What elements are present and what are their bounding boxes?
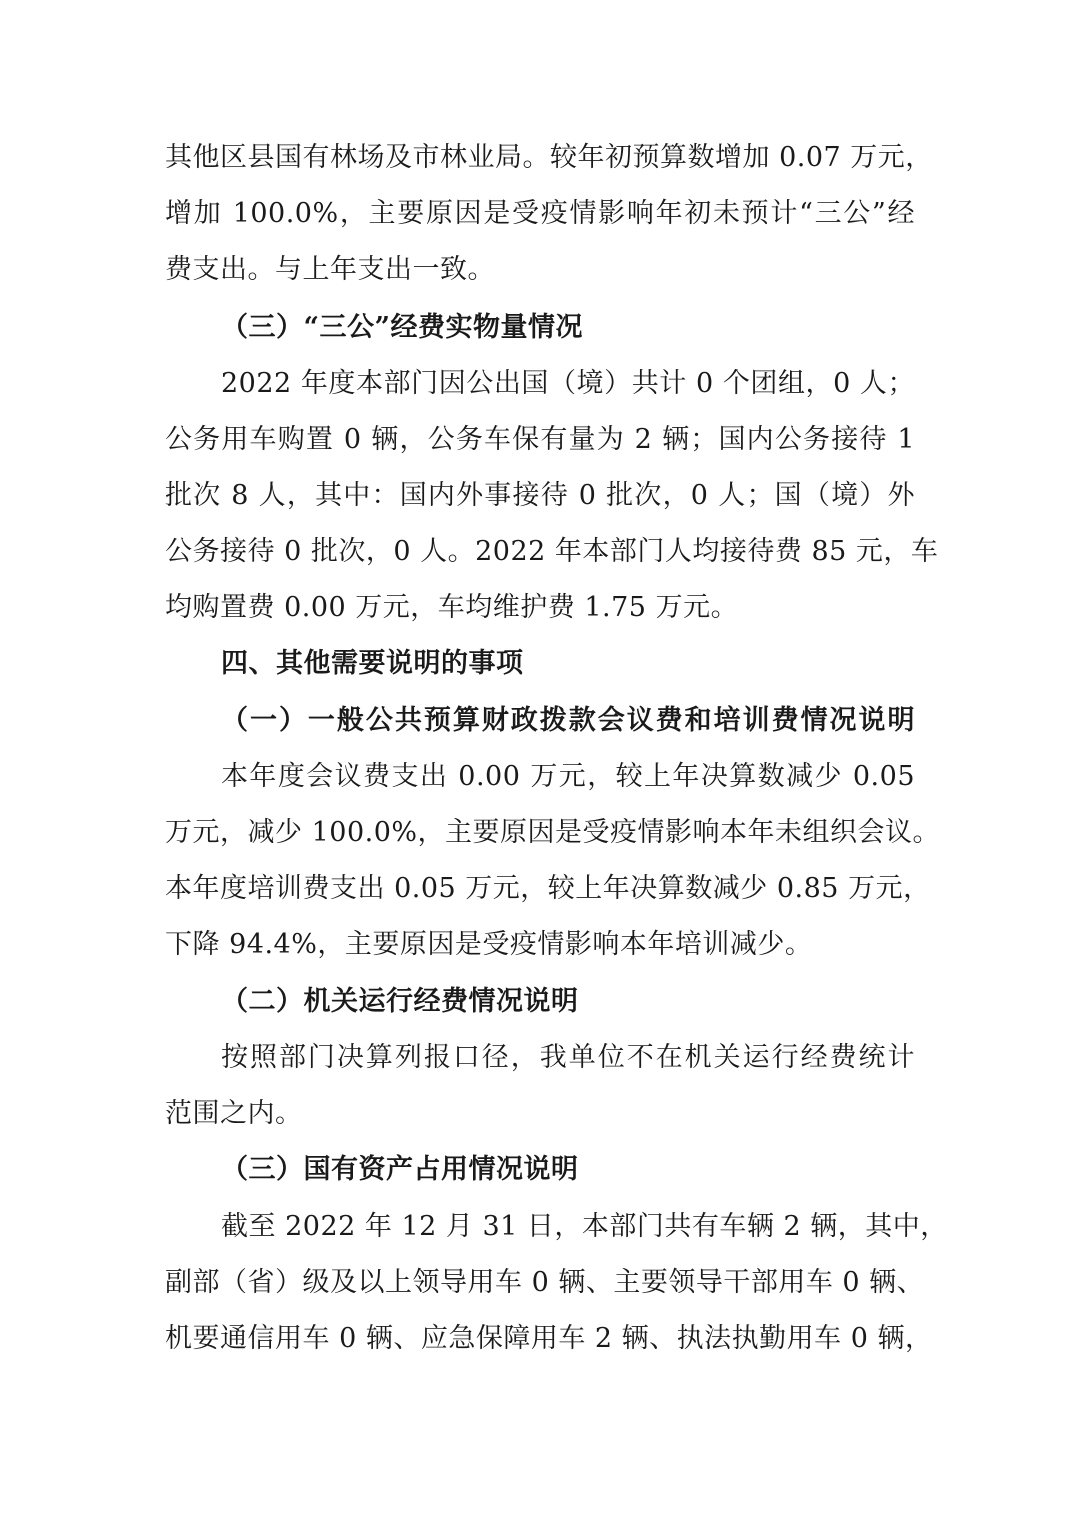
paragraph-line: 公务用车购置 0 辆，公务车保有量为 2 辆；国内公务接待 1 <box>165 424 915 455</box>
paragraph-line: 其他区县国有林场及市林业局。较年初预算数增加 0.07 万元， <box>165 142 933 173</box>
paragraph-line: 费支出。与上年支出一致。 <box>165 254 495 285</box>
paragraph-line: 范围之内。 <box>165 1098 303 1129</box>
paragraph-line: 截至 2022 年 12 月 31 日，本部门共有车辆 2 辆，其中， <box>221 1211 948 1242</box>
paragraph-line: 副部（省）级及以上领导用车 0 辆、主要领导干部用车 0 辆、 <box>165 1267 925 1298</box>
paragraph-line: 本年度培训费支出 0.05 万元，较上年决算数减少 0.85 万元， <box>165 873 931 904</box>
paragraph-line: 增加 100.0%，主要原因是受疫情影响年初未预计“三公”经 <box>165 198 915 229</box>
subsection-heading: （一）一般公共预算财政拨款会议费和培训费情况说明 <box>221 705 915 736</box>
paragraph-line: 本年度会议费支出 0.00 万元，较上年决算数减少 0.05 <box>221 761 915 792</box>
paragraph-line: 按照部门决算列报口径，我单位不在机关运行经费统计 <box>221 1042 915 1073</box>
paragraph-line: 万元，减少 100.0%，主要原因是受疫情影响本年未组织会议。 <box>165 817 941 848</box>
paragraph-line: 2022 年度本部门因公出国（境）共计 0 个团组，0 人； <box>221 368 915 399</box>
paragraph-line: 机要通信用车 0 辆、应急保障用车 2 辆、执法执勤用车 0 辆， <box>165 1323 933 1354</box>
paragraph-line: 下降 94.4%，主要原因是受疫情影响本年培训减少。 <box>165 929 813 960</box>
section-heading: （三）“三公”经费实物量情况 <box>221 312 584 343</box>
paragraph-line: 批次 8 人，其中：国内外事接待 0 批次，0 人；国（境）外 <box>165 480 915 511</box>
subsection-heading: （二）机关运行经费情况说明 <box>221 986 579 1017</box>
section-heading: 四、其他需要说明的事项 <box>221 648 524 679</box>
paragraph-line: 均购置费 0.00 万元，车均维护费 1.75 万元。 <box>165 592 739 623</box>
subsection-heading: （三）国有资产占用情况说明 <box>221 1154 579 1185</box>
paragraph-line: 公务接待 0 批次，0 人。2022 年本部门人均接待费 85 元，车 <box>165 536 939 567</box>
